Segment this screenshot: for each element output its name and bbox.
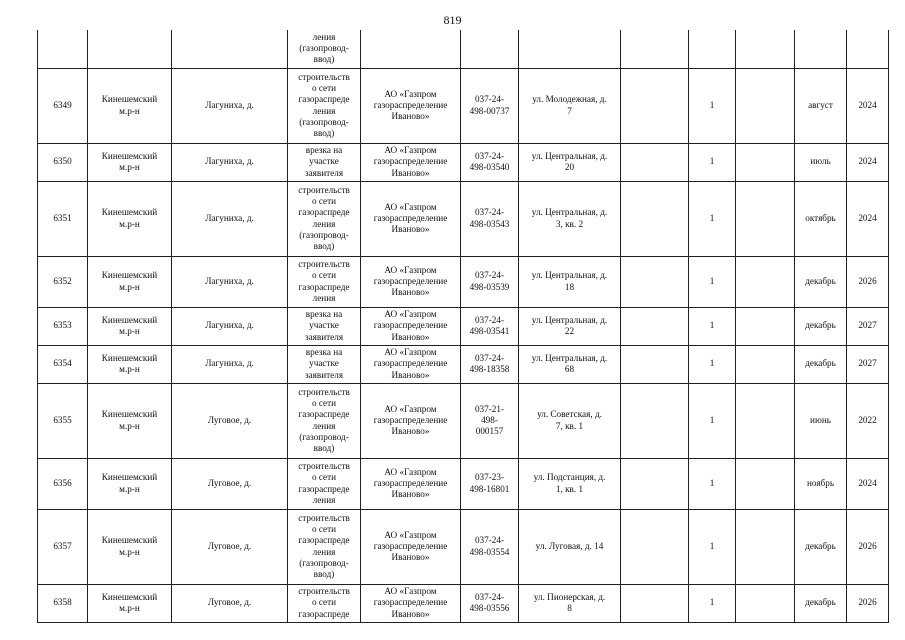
cell-line: 498-03539 bbox=[469, 281, 510, 292]
cell-address bbox=[519, 256, 621, 307]
cell-work bbox=[288, 30, 361, 68]
cell-org bbox=[361, 458, 461, 509]
cell-line: ввод) bbox=[313, 568, 335, 579]
cell-line: м.р-н bbox=[119, 105, 140, 116]
cell-line: ления bbox=[312, 31, 336, 42]
cell-line: 68 bbox=[564, 364, 575, 374]
cell-line: ул. Центральная, д. bbox=[531, 270, 608, 281]
cell-line: о сети bbox=[311, 270, 337, 281]
cell-count: 1 bbox=[689, 181, 736, 256]
cell-line: ул. Подстанция, д. bbox=[533, 472, 606, 483]
cell-address bbox=[519, 584, 621, 622]
cell-district bbox=[88, 509, 172, 584]
cell-line: 037-24- bbox=[474, 535, 505, 546]
cell-line: строительств bbox=[298, 259, 350, 270]
cell-month: октябрь bbox=[795, 181, 847, 256]
cell-settlement: Луговое, д. bbox=[172, 584, 288, 622]
cell-org bbox=[361, 68, 461, 143]
cell-number bbox=[461, 458, 519, 509]
cell-line: 037-24- bbox=[474, 94, 505, 105]
cell-line: ул. Центральная, д. bbox=[531, 150, 608, 161]
cell-line: 498-03556 bbox=[469, 603, 510, 613]
cell-line: ввод) bbox=[313, 54, 335, 65]
cell-count: 1 bbox=[689, 143, 736, 181]
cell-work bbox=[288, 68, 361, 143]
cell-line: врезка на bbox=[305, 145, 343, 156]
cell-address bbox=[519, 345, 621, 383]
cell-year: 2027 bbox=[847, 307, 889, 345]
cell-line: газораспределение bbox=[373, 212, 448, 223]
cell-id: 6358 bbox=[38, 584, 88, 622]
cell-empty bbox=[736, 383, 795, 458]
cell-line: Кинешемский bbox=[101, 352, 158, 363]
cell-line: 498-00737 bbox=[469, 105, 510, 116]
cell-number bbox=[461, 383, 519, 458]
cell-line: 20 bbox=[564, 162, 575, 172]
cell-line: 498-18358 bbox=[469, 364, 510, 374]
cell-empty bbox=[621, 30, 689, 68]
cell-count: 1 bbox=[689, 383, 736, 458]
cell-id: 6350 bbox=[38, 143, 88, 181]
cell-address bbox=[519, 509, 621, 584]
cell-count: 1 bbox=[689, 256, 736, 307]
cell-line: Кинешемский bbox=[101, 314, 158, 325]
cell-line: строительств bbox=[298, 386, 350, 397]
table-row bbox=[38, 383, 889, 458]
cell-line: участке bbox=[309, 358, 339, 369]
cell-line: газораспреде bbox=[298, 608, 350, 619]
cell-line: строительств bbox=[298, 71, 350, 82]
cell-org bbox=[361, 584, 461, 622]
cell-line: строительств bbox=[298, 461, 350, 472]
cell-line: 498-03540 bbox=[469, 162, 510, 172]
cell-work bbox=[288, 345, 361, 383]
cell-line: Иваново» bbox=[391, 369, 430, 380]
cell-id: 6357 bbox=[38, 509, 88, 584]
cell-line: 498-03554 bbox=[469, 546, 510, 557]
cell-count: 1 bbox=[689, 68, 736, 143]
cell-empty bbox=[736, 143, 795, 181]
table-row bbox=[38, 68, 889, 143]
cell-line: м.р-н bbox=[119, 326, 140, 336]
cell-work bbox=[288, 383, 361, 458]
cell-line: ул. Центральная, д. bbox=[531, 207, 608, 218]
cell-count: 1 bbox=[689, 458, 736, 509]
cell-month: декабрь bbox=[795, 584, 847, 622]
cell-month: декабрь bbox=[795, 256, 847, 307]
cell-empty bbox=[621, 181, 689, 256]
cell-settlement: Луговое, д. bbox=[172, 383, 288, 458]
cell-org bbox=[361, 143, 461, 181]
cell-empty bbox=[38, 30, 88, 68]
cell-line: газораспределение bbox=[373, 320, 448, 331]
cell-line: Иваново» bbox=[391, 167, 430, 178]
cell-line: строительств bbox=[298, 586, 350, 597]
registry-table bbox=[37, 30, 889, 623]
cell-empty bbox=[795, 30, 847, 68]
table-row bbox=[38, 458, 889, 509]
cell-empty bbox=[736, 68, 795, 143]
cell-line: АО «Газпром bbox=[384, 309, 437, 320]
cell-line: газораспреде bbox=[298, 535, 350, 546]
cell-line: газораспределение bbox=[373, 540, 448, 551]
cell-id: 6356 bbox=[38, 458, 88, 509]
cell-line: 037-24- bbox=[474, 150, 505, 161]
cell-line: м.р-н bbox=[119, 603, 140, 613]
cell-line: 7 bbox=[567, 105, 572, 116]
cell-line: врезка на bbox=[305, 309, 343, 320]
cell-work bbox=[288, 307, 361, 345]
cell-district bbox=[88, 181, 172, 256]
cell-year: 2024 bbox=[847, 458, 889, 509]
cell-line: строительств bbox=[298, 184, 350, 195]
cell-address bbox=[519, 68, 621, 143]
cell-empty bbox=[689, 30, 736, 68]
cell-line: ления bbox=[312, 218, 336, 229]
cell-line: 498-16801 bbox=[469, 483, 510, 494]
table-row bbox=[38, 345, 889, 383]
cell-line: заявителя bbox=[304, 167, 344, 178]
cell-line: Иваново» bbox=[391, 426, 430, 437]
cell-line: 18 bbox=[564, 281, 575, 292]
cell-line: ления bbox=[312, 105, 336, 116]
cell-line: Иваново» bbox=[391, 224, 430, 235]
cell-month: декабрь bbox=[795, 509, 847, 584]
cell-id: 6355 bbox=[38, 383, 88, 458]
cell-line: м.р-н bbox=[119, 420, 140, 431]
cell-line: о сети bbox=[311, 83, 337, 94]
cell-line: газораспреде bbox=[298, 483, 350, 494]
cell-empty bbox=[736, 584, 795, 622]
cell-line: ул. Пионерская, д. bbox=[533, 591, 606, 602]
cell-number bbox=[461, 345, 519, 383]
cell-line: 8 bbox=[567, 603, 572, 613]
cell-line: о сети bbox=[311, 472, 337, 483]
cell-line: участке bbox=[309, 156, 339, 167]
cell-address bbox=[519, 181, 621, 256]
cell-line: ления bbox=[312, 494, 336, 505]
cell-month: ноябрь bbox=[795, 458, 847, 509]
cell-settlement: Лагуниха, д. bbox=[172, 345, 288, 383]
page-number: 819 bbox=[443, 13, 462, 27]
cell-line: ул. Луговая, д. 14 bbox=[535, 540, 604, 551]
cell-line: газораспреде bbox=[298, 207, 350, 218]
cell-line: Иваново» bbox=[391, 608, 430, 619]
cell-address bbox=[519, 458, 621, 509]
cell-line: м.р-н bbox=[119, 281, 140, 292]
cell-org bbox=[361, 307, 461, 345]
cell-line: ввод) bbox=[313, 442, 335, 453]
cell-line: АО «Газпром bbox=[384, 88, 437, 99]
cell-line: Кинешемский bbox=[101, 150, 158, 161]
cell-settlement: Лагуниха, д. bbox=[172, 307, 288, 345]
cell-line: АО «Газпром bbox=[384, 201, 437, 212]
cell-month: июль bbox=[795, 143, 847, 181]
cell-line: 037-23- bbox=[474, 472, 505, 483]
cell-line: участке bbox=[309, 320, 339, 331]
cell-line: (газопровод- bbox=[299, 431, 349, 442]
cell-line: (газопровод- bbox=[299, 43, 349, 54]
cell-empty bbox=[736, 458, 795, 509]
cell-id: 6351 bbox=[38, 181, 88, 256]
cell-line: Иваново» bbox=[391, 331, 430, 342]
cell-line: АО «Газпром bbox=[384, 347, 437, 358]
cell-month: август bbox=[795, 68, 847, 143]
cell-line: м.р-н bbox=[119, 364, 140, 374]
cell-empty bbox=[621, 307, 689, 345]
cell-line: Кинешемский bbox=[101, 270, 158, 281]
cell-line: 000157 bbox=[475, 426, 504, 437]
cell-line: (газопровод- bbox=[299, 557, 349, 568]
cell-org bbox=[361, 181, 461, 256]
cell-empty bbox=[621, 143, 689, 181]
cell-line: о сети bbox=[311, 597, 337, 608]
cell-year: 2026 bbox=[847, 509, 889, 584]
cell-address bbox=[519, 143, 621, 181]
cell-settlement: Луговое, д. bbox=[172, 458, 288, 509]
cell-empty bbox=[736, 509, 795, 584]
cell-line: м.р-н bbox=[119, 162, 140, 172]
cell-line: газораспреде bbox=[298, 94, 350, 105]
cell-settlement: Лагуниха, д. bbox=[172, 256, 288, 307]
cell-settlement: Лагуниха, д. bbox=[172, 181, 288, 256]
cell-year: 2026 bbox=[847, 256, 889, 307]
cell-line: строительств bbox=[298, 512, 350, 523]
cell-empty bbox=[621, 383, 689, 458]
cell-line: м.р-н bbox=[119, 218, 140, 229]
cell-line: заявителя bbox=[304, 331, 344, 342]
cell-empty bbox=[736, 30, 795, 68]
cell-line: АО «Газпром bbox=[384, 586, 437, 597]
cell-district bbox=[88, 143, 172, 181]
cell-line: АО «Газпром bbox=[384, 264, 437, 275]
cell-line: (газопровод- bbox=[299, 116, 349, 127]
cell-empty bbox=[361, 30, 461, 68]
registry-body bbox=[38, 30, 889, 622]
cell-work bbox=[288, 509, 361, 584]
table-row bbox=[38, 256, 889, 307]
cell-empty bbox=[736, 181, 795, 256]
cell-line: ул. Центральная, д. bbox=[531, 314, 608, 325]
table-row bbox=[38, 181, 889, 256]
cell-number bbox=[461, 181, 519, 256]
cell-line: ления bbox=[312, 546, 336, 557]
cell-line: 037-24- bbox=[474, 352, 505, 363]
cell-line: заявителя bbox=[304, 369, 344, 380]
cell-work bbox=[288, 143, 361, 181]
cell-empty bbox=[621, 509, 689, 584]
cell-year: 2027 bbox=[847, 345, 889, 383]
cell-line: м.р-н bbox=[119, 483, 140, 494]
cell-line: Кинешемский bbox=[101, 535, 158, 546]
cell-district bbox=[88, 345, 172, 383]
cell-count: 1 bbox=[689, 307, 736, 345]
cell-line: Иваново» bbox=[391, 552, 430, 563]
table-row-continuation bbox=[38, 30, 889, 68]
cell-settlement: Луговое, д. bbox=[172, 509, 288, 584]
cell-line: газораспределение bbox=[373, 597, 448, 608]
cell-id: 6353 bbox=[38, 307, 88, 345]
cell-work bbox=[288, 458, 361, 509]
cell-line: АО «Газпром bbox=[384, 529, 437, 540]
cell-address bbox=[519, 383, 621, 458]
cell-count: 1 bbox=[689, 584, 736, 622]
cell-empty bbox=[88, 30, 172, 68]
cell-month: декабрь bbox=[795, 307, 847, 345]
cell-work bbox=[288, 181, 361, 256]
cell-empty bbox=[847, 30, 889, 68]
cell-line: 498-03541 bbox=[469, 326, 510, 336]
cell-line: газораспределение bbox=[373, 358, 448, 369]
cell-count: 1 bbox=[689, 509, 736, 584]
cell-month: июнь bbox=[795, 383, 847, 458]
cell-line: м.р-н bbox=[119, 546, 140, 557]
cell-line: Кинешемский bbox=[101, 207, 158, 218]
cell-id: 6349 bbox=[38, 68, 88, 143]
cell-line: 037-21- bbox=[474, 403, 505, 414]
cell-org bbox=[361, 383, 461, 458]
cell-line: газораспреде bbox=[298, 409, 350, 420]
cell-district bbox=[88, 307, 172, 345]
cell-id: 6354 bbox=[38, 345, 88, 383]
cell-line: Кинешемский bbox=[101, 409, 158, 420]
cell-work bbox=[288, 584, 361, 622]
cell-empty bbox=[621, 68, 689, 143]
cell-address bbox=[519, 307, 621, 345]
cell-line: газораспределение bbox=[373, 156, 448, 167]
cell-line: о сети bbox=[311, 196, 337, 207]
cell-year: 2024 bbox=[847, 68, 889, 143]
cell-line: 3, кв. 2 bbox=[555, 218, 584, 229]
cell-year: 2026 bbox=[847, 584, 889, 622]
cell-line: газораспреде bbox=[298, 281, 350, 292]
cell-line: ввод) bbox=[313, 127, 335, 138]
cell-line: АО «Газпром bbox=[384, 145, 437, 156]
cell-line: Кинешемский bbox=[101, 94, 158, 105]
cell-district bbox=[88, 584, 172, 622]
cell-line: Иваново» bbox=[391, 287, 430, 298]
cell-district bbox=[88, 383, 172, 458]
cell-empty bbox=[621, 256, 689, 307]
cell-line: 037-24- bbox=[474, 270, 505, 281]
cell-org bbox=[361, 345, 461, 383]
cell-year: 2024 bbox=[847, 143, 889, 181]
cell-work bbox=[288, 256, 361, 307]
cell-line: Кинешемский bbox=[101, 591, 158, 602]
cell-line: 037-24- bbox=[474, 314, 505, 325]
cell-number bbox=[461, 68, 519, 143]
cell-number bbox=[461, 307, 519, 345]
cell-empty bbox=[736, 345, 795, 383]
cell-empty bbox=[736, 256, 795, 307]
cell-line: газораспределение bbox=[373, 275, 448, 286]
cell-line: газораспределение bbox=[373, 477, 448, 488]
cell-line: о сети bbox=[311, 524, 337, 535]
cell-line: 498- bbox=[481, 414, 498, 425]
cell-empty bbox=[519, 30, 621, 68]
cell-line: 037-24- bbox=[474, 591, 505, 602]
cell-number bbox=[461, 143, 519, 181]
cell-empty bbox=[736, 307, 795, 345]
cell-line: 7, кв. 1 bbox=[555, 420, 584, 431]
table-row bbox=[38, 143, 889, 181]
cell-empty bbox=[621, 458, 689, 509]
cell-line: 22 bbox=[564, 326, 575, 336]
cell-empty bbox=[621, 345, 689, 383]
cell-line: 498-03543 bbox=[469, 218, 510, 229]
cell-number bbox=[461, 509, 519, 584]
cell-empty bbox=[461, 30, 519, 68]
cell-settlement: Лагуниха, д. bbox=[172, 68, 288, 143]
cell-district bbox=[88, 256, 172, 307]
cell-line: газораспределение bbox=[373, 99, 448, 110]
cell-line: Кинешемский bbox=[101, 472, 158, 483]
cell-district bbox=[88, 458, 172, 509]
cell-line: ул. Молодежная, д. bbox=[532, 94, 607, 105]
cell-empty bbox=[172, 30, 288, 68]
cell-line: Иваново» bbox=[391, 111, 430, 122]
cell-year: 2024 bbox=[847, 181, 889, 256]
cell-line: АО «Газпром bbox=[384, 403, 437, 414]
cell-line: АО «Газпром bbox=[384, 466, 437, 477]
cell-number bbox=[461, 584, 519, 622]
cell-line: врезка на bbox=[305, 347, 343, 358]
cell-year: 2022 bbox=[847, 383, 889, 458]
cell-line: 1, кв. 1 bbox=[555, 483, 584, 494]
cell-line: ул. Советская, д. bbox=[537, 409, 602, 420]
cell-line: ления bbox=[312, 420, 336, 431]
cell-count: 1 bbox=[689, 345, 736, 383]
cell-line: газораспределение bbox=[373, 414, 448, 425]
cell-line: о сети bbox=[311, 398, 337, 409]
cell-settlement: Лагуниха, д. bbox=[172, 143, 288, 181]
cell-line: ввод) bbox=[313, 240, 335, 251]
table-row bbox=[38, 307, 889, 345]
cell-line: ления bbox=[312, 292, 336, 303]
cell-month: декабрь bbox=[795, 345, 847, 383]
cell-line: (газопровод- bbox=[299, 229, 349, 240]
cell-id: 6352 bbox=[38, 256, 88, 307]
table-row bbox=[38, 584, 889, 622]
cell-number bbox=[461, 256, 519, 307]
cell-line: Иваново» bbox=[391, 489, 430, 500]
table-row bbox=[38, 509, 889, 584]
cell-empty bbox=[621, 584, 689, 622]
cell-org bbox=[361, 256, 461, 307]
cell-line: ул. Центральная, д. bbox=[531, 352, 608, 363]
cell-line: 037-24- bbox=[474, 207, 505, 218]
cell-org bbox=[361, 509, 461, 584]
cell-district bbox=[88, 68, 172, 143]
